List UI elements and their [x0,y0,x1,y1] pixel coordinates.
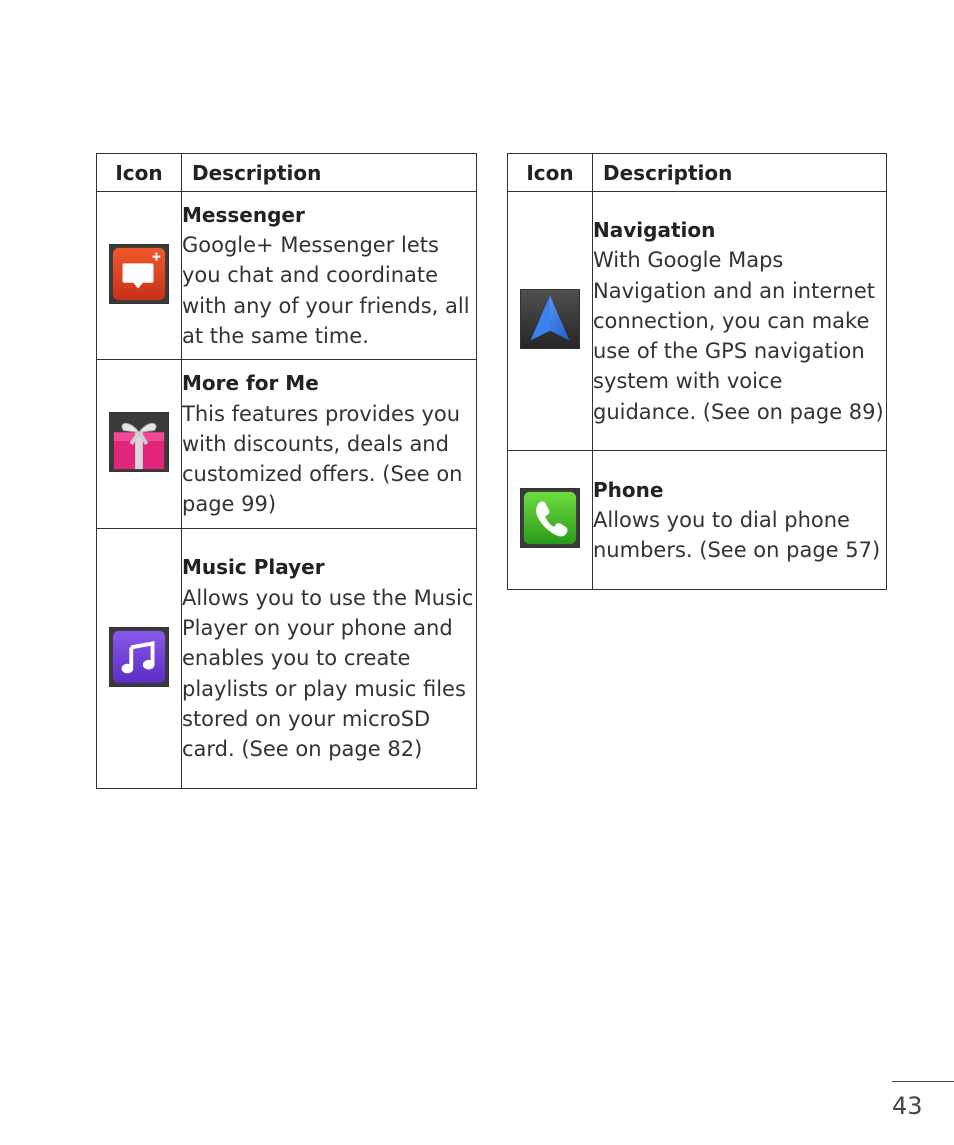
description-column-header: Description [593,154,887,192]
row-title: Phone [593,477,664,502]
row-title: Navigation [593,217,716,242]
phone-icon [520,488,580,548]
music-player-icon [109,627,169,687]
messenger-icon [109,244,169,304]
table-header-row [508,154,887,192]
row-title: More for Me [182,371,319,396]
row-title: Messenger [182,202,305,227]
description-column-header: Description [182,154,477,192]
page-number: 43 [892,1092,923,1120]
table-row [508,451,887,590]
table-row [97,529,477,789]
table-row [97,360,477,529]
navigation-icon [520,289,580,349]
icon-column-header: Icon [508,154,593,192]
table-row [508,192,887,451]
row-description: Allows you to dial phone numbers. (See on page 57) [593,507,881,563]
icon-column-header: Icon [97,154,182,192]
right-icon-table [507,153,887,590]
row-description: This features provides you with discounts, deals and customized offers. (See on page 99) [182,401,463,517]
page-number-rule [892,1081,954,1082]
table-header-row [97,154,477,192]
gift-icon [109,412,169,472]
left-icon-table [96,153,477,789]
row-description: Allows you to use the Music Player on your phone and enables you to create playlists or play music files stored on your microSD card. (See on page 82) [182,585,474,762]
row-description: Google+ Messenger lets you chat and coordinate with any of your friends, all at the same time. [182,233,470,348]
table-row [97,192,477,360]
row-description: With Google Maps Navigation and an internet connection, you can make use of the GPS navigation system with voice guidance. (See on page 89) [593,248,884,424]
row-title: Music Player [182,555,325,580]
